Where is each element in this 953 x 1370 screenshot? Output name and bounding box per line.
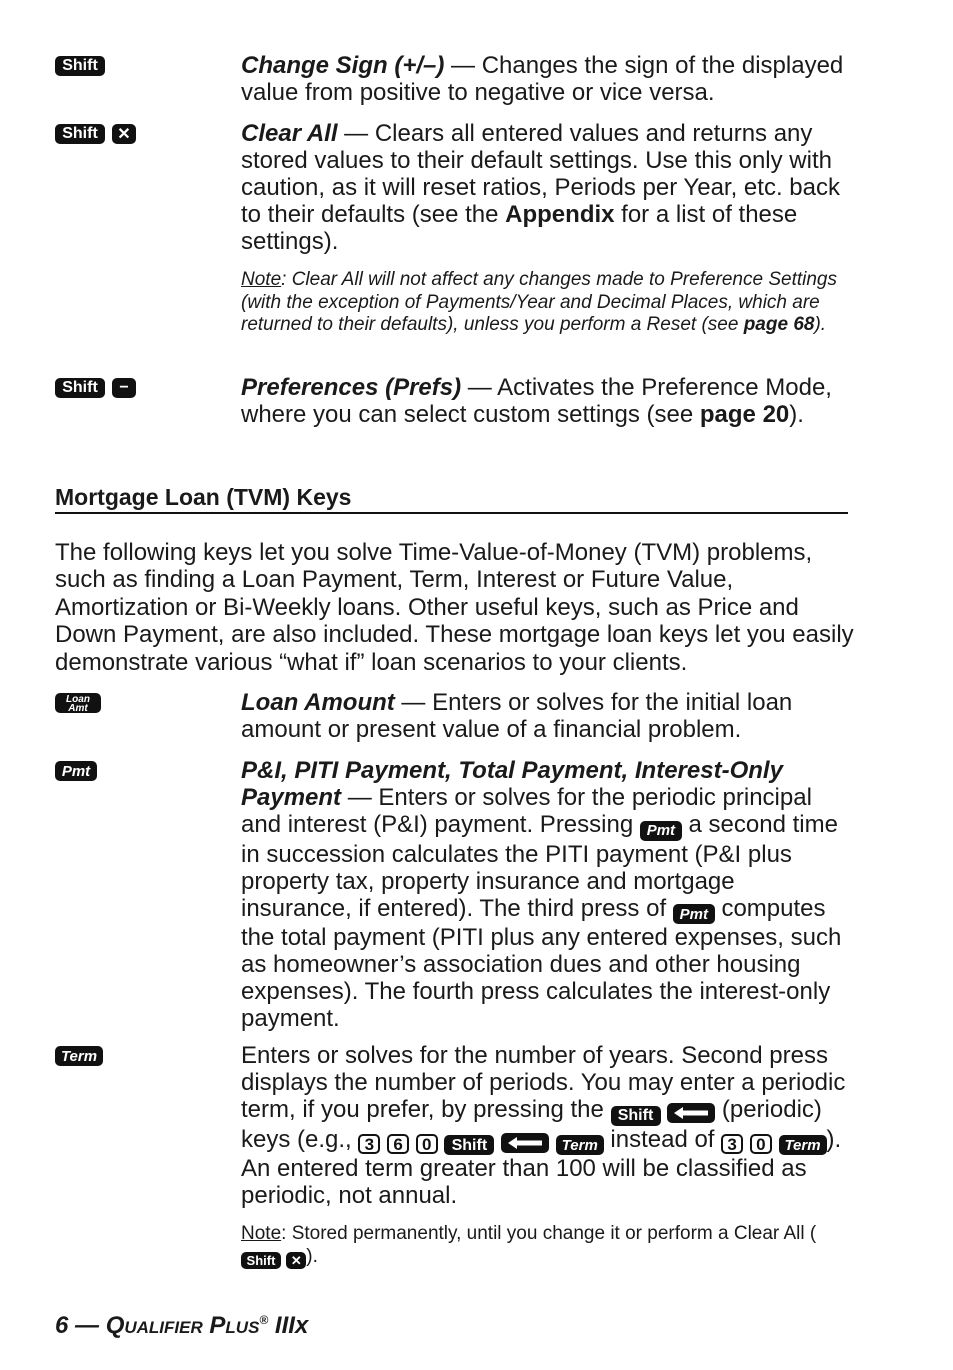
term-key-icon-inline: Term bbox=[779, 1135, 827, 1155]
term-note-label: Note bbox=[241, 1223, 282, 1244]
shift-key-icon: Shift bbox=[55, 378, 105, 398]
pmt-title: P&I, PITI Payment, Total Payment, Interest-Only Payment bbox=[241, 757, 783, 811]
change-sign-text: — Changes the sign of the displayed value from positive to negative or vice versa. bbox=[241, 52, 844, 106]
digit-0-key-icon: 0 bbox=[750, 1134, 772, 1154]
shift-key-icon-inline: Shift bbox=[444, 1135, 494, 1155]
digit-3-key-icon: 3 bbox=[721, 1134, 743, 1154]
change-sign-title: Change Sign (+/–) bbox=[241, 52, 445, 79]
minus-key-icon: − bbox=[112, 378, 136, 398]
clear-all-appendix-ref: Appendix bbox=[505, 201, 615, 228]
loan-key-top: Loan bbox=[66, 693, 90, 705]
footer-product-name: Qualifier Plus bbox=[105, 1312, 260, 1339]
pmt-text-1: — Enters or solves for the periodic principal and interest (P&I) payment. Pressing bbox=[241, 784, 812, 838]
term-text-4: ). An entered term greater than 100 will be classified as periodic, not annual. bbox=[241, 1125, 842, 1209]
term-text-3: instead of bbox=[603, 1125, 722, 1153]
clear-all-text: — Clears all entered values and returns any stored values to their default settings. Use this only with caution, as it will reset ratios, Periods per Year, etc. back to their defaults (see the bbox=[241, 120, 840, 228]
term-note bbox=[241, 1223, 851, 1269]
shift-key-icon: Shift bbox=[55, 124, 105, 144]
prefs-title: Preferences (Prefs) bbox=[241, 374, 462, 401]
shift-key-icon: Shift bbox=[55, 56, 105, 76]
digit-3-key-icon: 3 bbox=[358, 1134, 380, 1154]
clear-all-text-end: for a list of these settings). bbox=[241, 201, 798, 255]
shift-key-icon-inline: Shift bbox=[611, 1106, 661, 1126]
clear-all-note-text: : Clear All will not affect any changes made to Preference Settings (with the exception of Payments/Year and Decimal Places, which are returned to their defaults), unless you perform a Reset (see bbox=[241, 269, 838, 335]
section-intro: The following keys let you solve Time-Value-of-Money (TVM) problems, such as finding a Loan Payment, Term, Interest or Future Value, Amortization or Bi-Weekly loans. Other useful keys, such as Price and Down Payment, are also included. These mortgage loan keys let you easily demonstrate various “what if” loan scenarios to your clients. bbox=[55, 539, 854, 676]
loan-key-bottom: Amt bbox=[68, 702, 88, 714]
shift-key-icon-inline: Shift bbox=[241, 1252, 281, 1269]
section-rule bbox=[55, 512, 848, 514]
term-note-text: : Stored permanently, until you change it or perform a Clear All ( bbox=[281, 1223, 817, 1244]
term-note-end: ). bbox=[306, 1245, 318, 1267]
term-text-2: (periodic) keys (e.g., bbox=[241, 1096, 822, 1153]
key-combo-clear-all bbox=[55, 124, 136, 144]
section-title: Mortgage Loan (TVM) Keys bbox=[55, 484, 352, 510]
clear-all-description bbox=[241, 120, 851, 337]
clear-all-title: Clear All bbox=[241, 120, 338, 147]
clear-x-key-icon: ✕ bbox=[112, 124, 136, 144]
prefs-text-end: ). bbox=[789, 401, 804, 428]
loan-amount-title: Loan Amount bbox=[241, 689, 395, 716]
key-combo-change-sign bbox=[55, 56, 105, 76]
key-combo-pmt bbox=[55, 761, 97, 781]
footer-registered-mark: ® bbox=[259, 1313, 269, 1327]
pmt-key-icon-inline: Pmt bbox=[640, 821, 682, 841]
loan-amount-description bbox=[241, 689, 851, 743]
prefs-text: — Activates the Preference Mode, where you can select custom settings (see bbox=[241, 374, 832, 428]
left-arrow-key-icon bbox=[501, 1133, 549, 1153]
pmt-key-icon: Pmt bbox=[55, 761, 97, 781]
pmt-text-3: computes the total payment (PITI plus any entered expenses, such as homeowner’s association dues and other housing expenses). The fourth press calculates the interest-only payment. bbox=[241, 894, 842, 1032]
pmt-description bbox=[241, 757, 851, 1032]
pmt-key-icon-inline: Pmt bbox=[673, 904, 715, 924]
clear-all-note bbox=[241, 269, 851, 337]
clear-all-note-page-ref: page 68 bbox=[743, 314, 815, 335]
term-description bbox=[241, 1042, 851, 1269]
term-text-1: Enters or solves for the number of years. Second press displays the number of periods. You may enter a periodic term, if you prefer, by pressing the bbox=[241, 1042, 846, 1123]
key-combo-term bbox=[55, 1046, 103, 1066]
term-key-icon-inline: Term bbox=[556, 1135, 604, 1155]
page-footer bbox=[55, 1312, 308, 1340]
key-combo-loan-amount bbox=[55, 693, 101, 713]
pmt-text-2: a second time in succession calculates the PITI payment (P&I plus property tax, property insurance and mortgage insurance, if entered). The third press of bbox=[241, 811, 838, 922]
loan-amt-key-icon bbox=[55, 693, 101, 713]
digit-0-key-icon: 0 bbox=[416, 1134, 438, 1154]
left-arrow-key-icon bbox=[667, 1103, 715, 1123]
clear-x-key-icon-inline: ✕ bbox=[286, 1252, 306, 1269]
clear-all-note-label: Note bbox=[241, 269, 282, 290]
loan-amount-text: — Enters or solves for the initial loan amount or present value of a financial problem. bbox=[241, 689, 793, 743]
change-sign-description bbox=[241, 52, 851, 106]
footer-model: IIIx bbox=[268, 1312, 309, 1339]
clear-all-note-end: ). bbox=[814, 314, 827, 335]
prefs-description bbox=[241, 374, 851, 428]
term-key-icon: Term bbox=[55, 1046, 103, 1066]
digit-6-key-icon: 6 bbox=[387, 1134, 409, 1154]
footer-page-number: 6 — bbox=[55, 1312, 106, 1339]
key-combo-prefs bbox=[55, 378, 136, 398]
prefs-page-ref: page 20 bbox=[699, 401, 790, 428]
